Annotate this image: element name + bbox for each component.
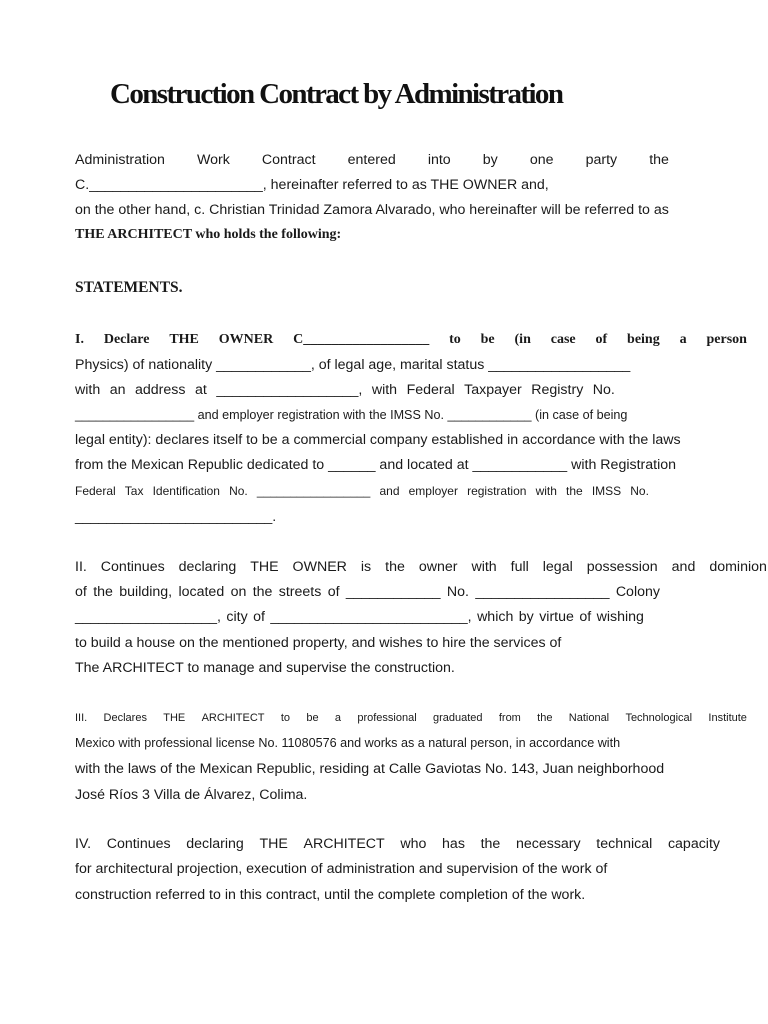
statement-4-line-1 bbox=[75, 835, 720, 853]
word: party bbox=[585, 152, 618, 168]
word: being bbox=[627, 332, 660, 347]
statement-4-line-2: for architectural projection, execution of administration and supervision of the work of bbox=[75, 861, 608, 877]
word: with bbox=[535, 484, 557, 498]
word: the bbox=[537, 712, 553, 724]
word: possession bbox=[586, 559, 658, 575]
word: the bbox=[93, 584, 113, 600]
word: technical bbox=[596, 836, 653, 852]
word: declaring bbox=[186, 836, 244, 852]
word: C__________________ bbox=[293, 332, 430, 347]
word: the bbox=[649, 152, 669, 168]
word: person bbox=[706, 332, 747, 347]
word: full bbox=[510, 559, 529, 575]
word: streets bbox=[278, 584, 322, 600]
word: professional bbox=[357, 712, 417, 724]
word: city bbox=[226, 609, 248, 625]
word: which bbox=[477, 609, 514, 625]
statement-1-line-7 bbox=[75, 482, 649, 500]
word: ARCHITECT bbox=[201, 712, 265, 724]
statement-3-line-2: Mexico with professional license No. 11080576 and works as a natural person, in accordance with bbox=[75, 736, 621, 750]
statement-2-line-5: The ARCHITECT to manage and supervise the construction. bbox=[75, 660, 455, 676]
word: _________________________, bbox=[270, 609, 472, 625]
word: at bbox=[195, 382, 207, 398]
word: located bbox=[178, 584, 225, 600]
statement-2-line-2 bbox=[75, 583, 660, 601]
word: from bbox=[498, 712, 521, 724]
word: on bbox=[230, 584, 247, 600]
word: a bbox=[679, 332, 687, 347]
word: into bbox=[427, 152, 451, 168]
statement-2-line-3 bbox=[75, 608, 644, 626]
word: case bbox=[550, 332, 576, 347]
word: a bbox=[334, 712, 342, 724]
word: dominion bbox=[709, 559, 767, 575]
word: Declares bbox=[103, 712, 147, 724]
word: No. bbox=[229, 484, 248, 498]
word: to bbox=[449, 332, 461, 347]
word: legal bbox=[542, 559, 573, 575]
document-title: Construction Contract by Administration bbox=[110, 78, 563, 110]
word: ARCHITECT bbox=[303, 836, 385, 852]
word: THE bbox=[259, 836, 288, 852]
word: of bbox=[327, 584, 340, 600]
word: is bbox=[360, 559, 372, 575]
word: IV. bbox=[75, 836, 92, 852]
word: OWNER bbox=[218, 332, 274, 347]
word: National bbox=[568, 712, 610, 724]
word: with bbox=[75, 382, 101, 398]
statement-1-line-8: _________________________. bbox=[75, 509, 277, 525]
word: Contract bbox=[261, 152, 316, 168]
word: be bbox=[306, 712, 319, 724]
word: __________________, bbox=[75, 609, 221, 625]
word: No. bbox=[630, 484, 649, 498]
word: Continues bbox=[100, 559, 165, 575]
word: by bbox=[482, 152, 498, 168]
intro-line-2: C.______________________, hereinafter referred to as THE OWNER and, bbox=[75, 177, 549, 193]
word: the bbox=[385, 559, 405, 575]
word: who bbox=[400, 836, 427, 852]
statement-1-line-4: _________________ and employer registration with the IMSS No. ____________ (in case of being bbox=[75, 408, 628, 422]
word: Administration bbox=[75, 152, 165, 168]
word: Federal bbox=[406, 382, 455, 398]
word: Federal bbox=[75, 484, 116, 498]
word: capacity bbox=[667, 836, 720, 852]
statement-3-line-1 bbox=[75, 709, 747, 727]
word: with bbox=[371, 382, 398, 398]
word: _________________ bbox=[475, 584, 610, 600]
word: the bbox=[480, 836, 501, 852]
statement-3-line-3: with the laws of the Mexican Republic, residing at Calle Gaviotas No. 143, Juan neighborhood bbox=[75, 761, 665, 777]
word: Taxpayer bbox=[464, 382, 522, 398]
word: building, bbox=[119, 584, 173, 600]
intro-line-3: on the other hand, c. Christian Trinidad Zamora Alvarado, who hereinafter will be referred to as bbox=[75, 202, 669, 218]
word: Work bbox=[196, 152, 230, 168]
word: owner bbox=[418, 559, 458, 575]
word: with bbox=[471, 559, 497, 575]
word: THE bbox=[169, 332, 199, 347]
word: of bbox=[595, 332, 608, 347]
word: (in bbox=[514, 332, 531, 347]
word: II. bbox=[75, 559, 87, 575]
statement-2-line-1 bbox=[75, 558, 767, 576]
word: _________________ bbox=[256, 484, 371, 498]
word: of bbox=[75, 584, 87, 600]
statement-4-line-3: construction referred to in this contract, until the complete completion of the work. bbox=[75, 887, 586, 903]
word: No. bbox=[592, 382, 615, 398]
word: of bbox=[579, 609, 592, 625]
word: to bbox=[280, 712, 291, 724]
word: the bbox=[566, 484, 583, 498]
statement-1-line-2: Physics) of nationality ____________, of legal age, marital status __________________ bbox=[75, 357, 631, 373]
word: declaring bbox=[178, 559, 237, 575]
word: Identification bbox=[152, 484, 220, 498]
statement-1-line-1 bbox=[75, 331, 747, 349]
word: __________________, bbox=[216, 382, 363, 398]
word: THE bbox=[250, 559, 279, 575]
word: registration bbox=[467, 484, 527, 498]
word: of bbox=[253, 609, 265, 625]
statements-heading: STATEMENTS. bbox=[75, 279, 183, 296]
word: employer bbox=[408, 484, 458, 498]
word: ____________ bbox=[345, 584, 441, 600]
word: No. bbox=[446, 584, 469, 600]
word: and bbox=[379, 484, 400, 498]
word: Technological bbox=[625, 712, 693, 724]
intro-line-1 bbox=[75, 151, 669, 169]
word: and bbox=[671, 559, 696, 575]
word: THE bbox=[163, 712, 186, 724]
word: virtue bbox=[539, 609, 574, 625]
statement-3-line-4: José Ríos 3 Villa de Álvarez, Colima. bbox=[75, 787, 308, 803]
word: has bbox=[442, 836, 465, 852]
word: be bbox=[480, 332, 495, 347]
word: IMSS bbox=[591, 484, 622, 498]
word: Continues bbox=[106, 836, 171, 852]
word: the bbox=[252, 584, 273, 600]
word: Declare bbox=[103, 332, 150, 347]
word: necessary bbox=[515, 836, 581, 852]
word: entered bbox=[347, 152, 396, 168]
word: OWNER bbox=[292, 559, 347, 575]
word: Colony bbox=[615, 584, 660, 600]
intro-line-4: THE ARCHITECT who holds the following: bbox=[75, 227, 342, 242]
word: graduated bbox=[432, 712, 483, 724]
word: an bbox=[109, 382, 126, 398]
word: I. bbox=[75, 332, 84, 347]
word: address bbox=[135, 382, 186, 398]
word: wishing bbox=[596, 609, 644, 625]
word: Registry bbox=[531, 382, 584, 398]
statement-2-line-4: to build a house on the mentioned property, and wishes to hire the services of bbox=[75, 635, 562, 651]
word: Tax bbox=[124, 484, 144, 498]
word: III. bbox=[75, 712, 88, 724]
statement-1-line-5: legal entity): declares itself to be a commercial company established in accordance with the laws bbox=[75, 432, 681, 448]
statement-1-line-3 bbox=[75, 381, 615, 399]
word: Institute bbox=[708, 712, 747, 724]
word: one bbox=[529, 152, 554, 168]
word: by bbox=[518, 609, 534, 625]
statement-1-line-6: from the Mexican Republic dedicated to ______ and located at ____________ with Registration bbox=[75, 457, 677, 473]
